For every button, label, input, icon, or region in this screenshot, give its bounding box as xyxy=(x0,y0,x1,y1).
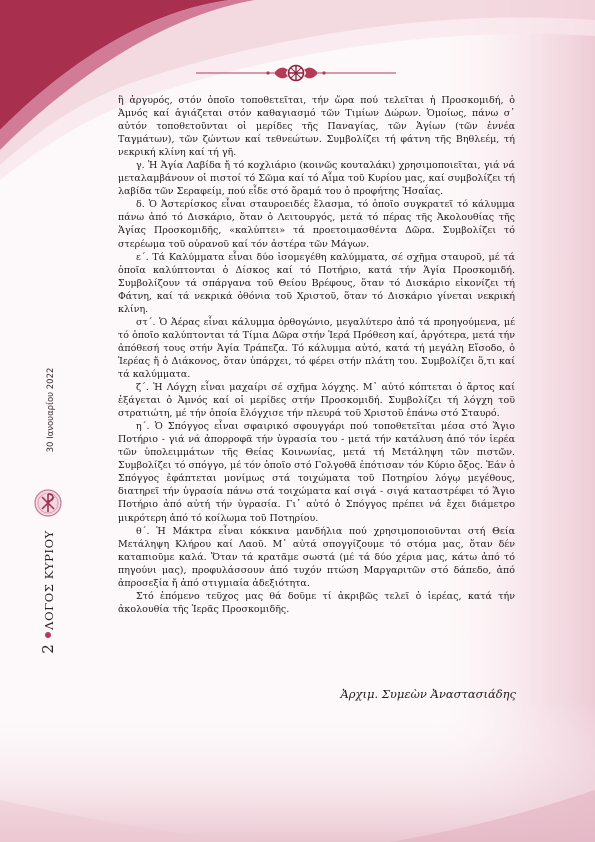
paragraph: ἢ ἀργυρός, στόν ὁποῖο τοποθετεῖται, τήν ὥρα πού τελεῖται ἡ Προσκομιδή, ὁ Ἀμνός καί ἁγιάζεται στόν καθαγιασμό τῶν Τιμίων Δώρων. Ὁμοίως, πάνω σ᾽ αὐτόν τοποθετοῦνται οἱ μερίδες τῆς Παναγίας, τῶν Ἁγίων (τῶν ἐννέα Ταγμάτων), τῶν ζώντων καί τεθνεώτων. Συμβολίζει τή φάτνη τῆς Βηθλεέμ, τή νεκρική κλίνη καί τή γῆ. xyxy=(118,95,515,159)
page-sidebar xyxy=(33,367,63,660)
paragraph: θ΄. Ἡ Μάκτρα εἶναι κόκκινα μανδήλια πού χρησιμοποιοῦνται στή Θεία Μετάληψη Κλήρου καί Λαοῦ. Μ᾽ αὐτά σπογγίζουμε τό στόμα μας, ὅταν δέν καταπιοῦμε καλά. Ὅταν τά κρατᾶμε σωστά (μέ τά δύο χέρια μας, κάτω ἀπό τό πηγούνι μας), προφυλάσσουν ἀπό τυχόν πτώση Μαργαριτῶν στό δάπεδο, ἀπό ἀπροσεξία ἤ ἀπό στιγμιαία ἀδεξιότητα. xyxy=(118,525,515,589)
paragraph: γ. Ἡ Ἁγία Λαβίδα ἤ τό κοχλιάριο (κοινῶς κουταλάκι) χρησιμοποιεῖται, γιά νά μεταλαμβάνουν οἱ πιστοί τό Σῶμα καί τό Αἷμα τοῦ Κυρίου μας, καί συμβολίζει τή λαβίδα τῶν Σεραφείμ, πού εἶδε στό ὅραμά του ὁ προφήτης Ἠσαΐας. xyxy=(118,160,515,198)
issue-date: 30 Ιανουαρίου 2022 xyxy=(46,367,56,453)
paragraph: ε΄. Τά Καλύμματα εἶναι δύο ἰσομεγέθη καλύμματα, σέ σχῆμα σταυροῦ, μέ τά ὁποῖα καλύπτονται ὁ Δίσκος καί τό Ποτήριο, κατά τήν Ἁγία Προσκομιδή. Συμβολίζουν τά σπάργανα τοῦ Θείου Βρέφους, ὅταν τό Δισκάριο εἰκονίζει τή Φάτνη, καί τά νεκρικά ὀθόνια τοῦ Χριστοῦ, ὅταν τό Δισκάριο γίνεται νεκρική κλίνη. xyxy=(118,251,515,315)
page-number: 2 xyxy=(39,644,57,654)
magazine-title: ΛΟΓΟΣ ΚΥΡΙΟΥ xyxy=(42,530,56,630)
paragraph: στ΄. Ὁ Ἀέρας εἶναι κάλυμμα ὀρθογώνιο, μεγαλύτερο ἀπό τά προηγούμενα, μέ τό ὁποῖο καλύπτονται τά Τίμια Δῶρα στήν Ἱερά Πρόθεση καί, ἀργότερα, μετά τήν ἀπόθεσή τους στήν Ἁγία Τράπεζα. Τό κάλυμμα αὐτό, κατά τή μεγάλη Εἴσοδο, ὁ Ἱερέας ἤ ὁ Διάκονος, ὅταν ὑπάρχει, τό φέρει στήν πλάτη του. Συμβολίζει ὅ,τι καί τά καλύμματα. xyxy=(118,316,515,380)
author-signature: Ἀρχιμ. Συμεὼν Ἀναστασιάδης xyxy=(340,687,516,701)
paragraph: η΄. Ὁ Σπόγγος εἶναι σφαιρικό σφουγγάρι πού τοποθετεῖται μέσα στό Ἅγιο Ποτήριο - γιά νά ἀπορροφᾶ τήν ὑγρασία του - μετά τήν κατάλυση ἀπό τόν ἱερέα τῶν ὑπολειμμάτων τῆς Θείας Κοινωνίας, μετά τή Μετάληψη τῶν πιστῶν. Συμβολίζει τό σπόγγο, μέ τόν ὁποῖο στό Γολγοθᾶ ἐπότισαν τόν Κύριο ὄξος. Ἐάν ὁ Σπόγγος ἐφάπτεται μονίμως στά τοιχώματα τοῦ Ποτηρίου λόγῳ μεγέθους, διατηρεῖ τήν ὑγρασία πάνω στά τοιχώματα καί σιγά - σιγά καταστρέφει τό Ἅγιο Ποτήριο ἀπό αὐτή τήν ὑγρασία. Γι᾽ αὐτό ὁ Σπόγγος πρέπει νά ἔχει διάμετρο μικρότερη ἀπό τό κοίλωμα τοῦ Ποτηρίου. xyxy=(118,421,515,524)
paragraph: δ. Ὁ Ἀστερίσκος εἶναι σταυροειδές ἔλασμα, τό ὁποῖο συγκρατεῖ τό κάλυμμα πάνω ἀπό τό Δισκάριο, ὅταν ὁ Λειτουργός, μετά τό πέρας τῆς Ἀκολουθίας τῆς Ἁγίας Προσκομιδῆς, «καλύπτει» τά προετοιμασθέντα Δῶρα. Συμβολίζει τό στερέωμα τοῦ οὐρανοῦ καί τόν ἀστέρα τῶν Μάγων. xyxy=(118,199,515,250)
header-ornament xyxy=(196,58,396,88)
paragraph: Στό ἑπόμενο τεῦχος μας θά δοῦμε τί ἀκριβῶς τελεῖ ὁ ἱερέας, κατά τήν ἀκολουθία τῆς Ἱερᾶς Προσκομιδῆς. xyxy=(118,590,515,615)
paragraph: ζ΄. Ἡ Λόγχη εἶναι μαχαίρι σέ σχῆμα λόγχης. Μ᾽ αὐτό κόπτεται ὁ ἄρτος καί ἐξάγεται ὁ Ἀμνός καί οἱ μερίδες στήν Προσκομιδή. Συμβολίζει τή λόγχη τοῦ στρατιώτη, μέ τήν ὁποία ἔλόγχισε τήν πλευρά τοῦ Χριστοῦ ἐπάνω στό Σταυρό. xyxy=(118,382,515,420)
article-body xyxy=(118,94,515,616)
chi-rho-emblem-icon xyxy=(33,486,63,520)
